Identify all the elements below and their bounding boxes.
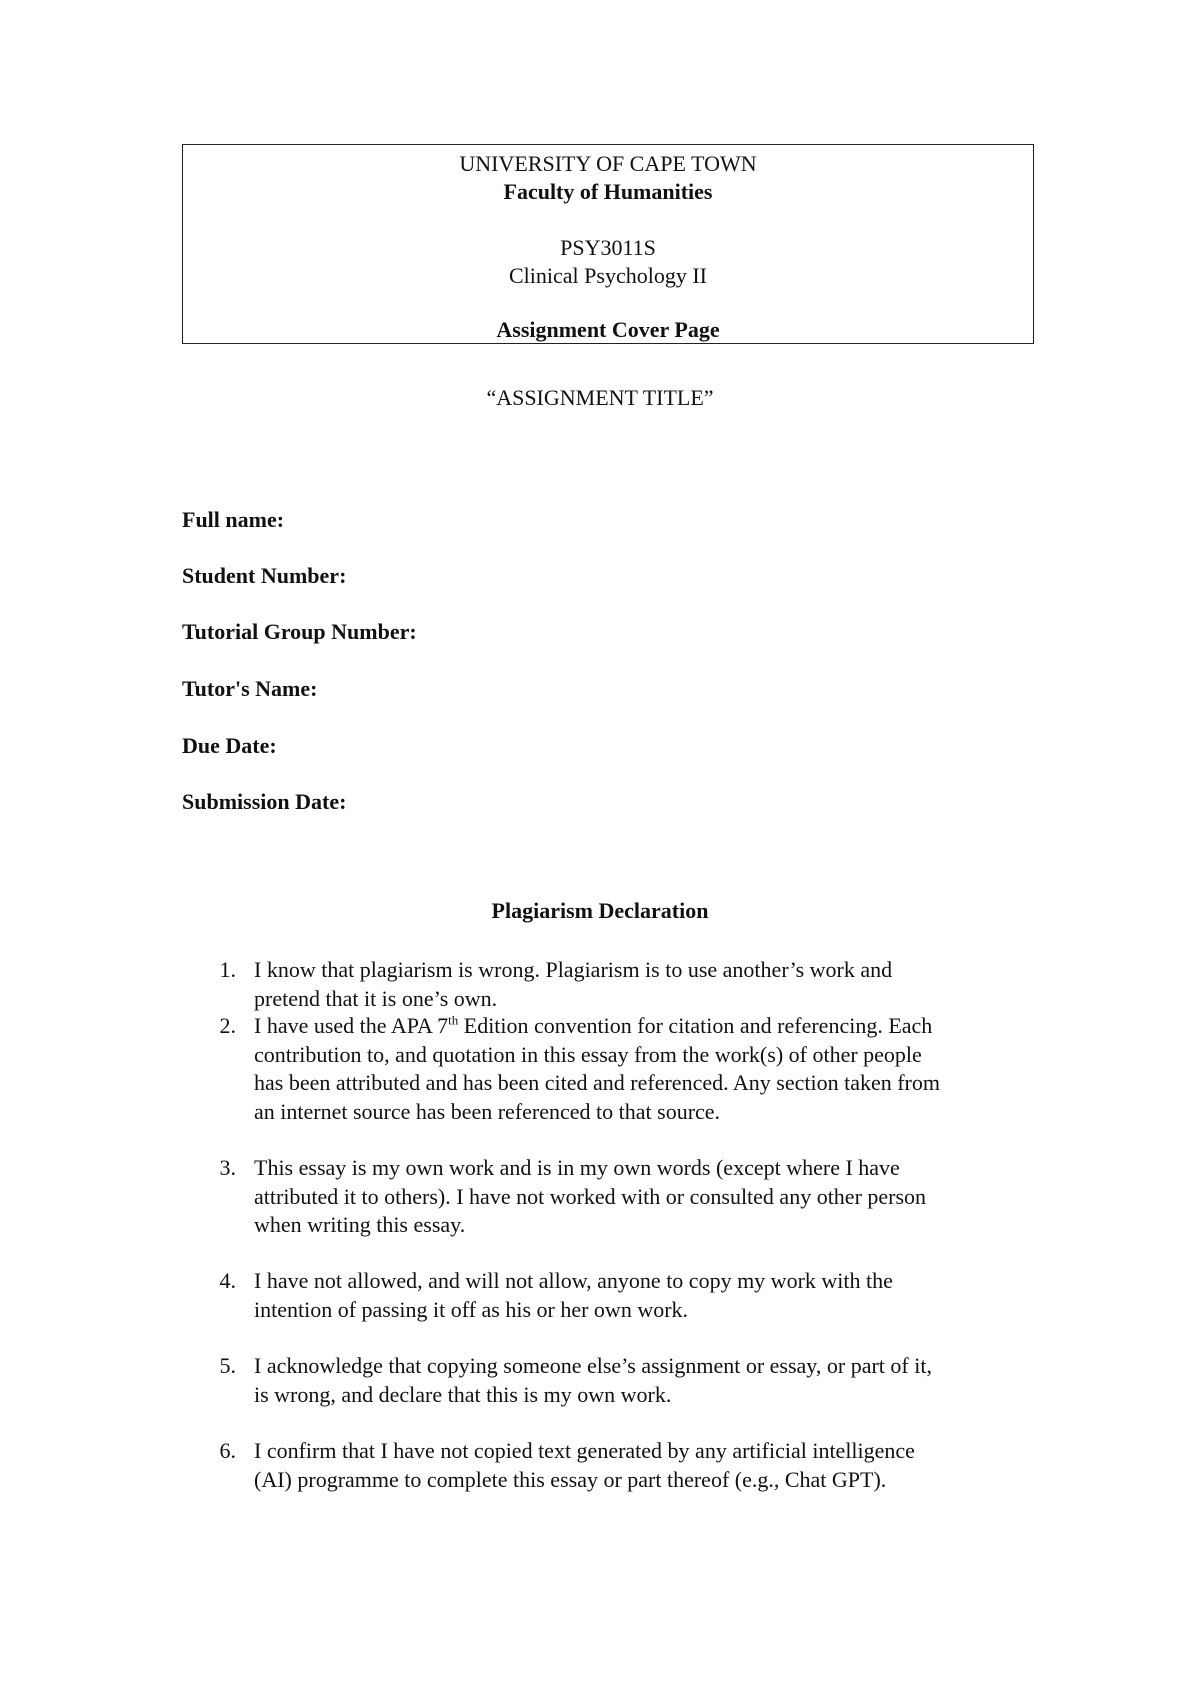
- item-text: [254, 1154, 1034, 1240]
- item-number: 2.: [219, 1013, 236, 1038]
- item-number: 6.: [219, 1438, 236, 1463]
- tutorial-group-label: Tutorial Group Number:: [182, 619, 417, 644]
- item-line: (AI) programme to complete this essay or part thereof (e.g., Chat GPT).: [254, 1466, 887, 1492]
- due-date-label: Due Date:: [182, 733, 277, 758]
- course-name: Clinical Psychology II: [509, 263, 707, 288]
- assignment-title: “ASSIGNMENT TITLE”: [486, 385, 714, 410]
- item-line: an internet source has been referenced to that source.: [254, 1098, 721, 1124]
- item-text: [254, 1352, 1034, 1409]
- item-number: 5.: [219, 1353, 236, 1378]
- item-line: intention of passing it off as his or her own work.: [254, 1296, 689, 1322]
- item-number: 3.: [219, 1155, 236, 1180]
- submission-date-label: Submission Date:: [182, 789, 347, 814]
- item-line: attributed it to others). I have not worked with or consulted any other person: [254, 1183, 927, 1209]
- item-line: I know that plagiarism is wrong. Plagiarism is to use another’s work and: [254, 957, 893, 982]
- header-box: [182, 144, 1034, 344]
- item-line: has been attributed and has been cited and referenced. Any section taken from: [254, 1070, 940, 1095]
- full-name-label: Full name:: [182, 507, 285, 532]
- university-name: UNIVERSITY OF CAPE TOWN: [459, 151, 757, 176]
- course-code: PSY3011S: [560, 235, 656, 260]
- faculty-name: Faculty of Humanities: [503, 179, 713, 204]
- student-number-label: Student Number:: [182, 563, 347, 588]
- document-type: Assignment Cover Page: [496, 317, 720, 342]
- item-text: [254, 1437, 1034, 1494]
- item-line: pretend that it is one’s own.: [254, 985, 498, 1011]
- item-line: I have not allowed, and will not allow, anyone to copy my work with the: [254, 1268, 893, 1293]
- item-number: 1.: [219, 957, 236, 982]
- item-line: contribution to, and quotation in this essay from the work(s) of other people: [254, 1041, 922, 1067]
- item-line: I acknowledge that copying someone else’s assignment or essay, or part of it,: [254, 1353, 932, 1378]
- item-line: is wrong, and declare that this is my own work.: [254, 1381, 672, 1407]
- item-text: [254, 1012, 1034, 1126]
- tutor-name-label: Tutor's Name:: [182, 676, 318, 701]
- item-line: I confirm that I have not copied text generated by any artificial intelligence: [254, 1438, 915, 1463]
- item-line: I have used the APA 7th Edition convention for citation and referencing. Each: [254, 1012, 933, 1038]
- item-line: when writing this essay.: [254, 1212, 466, 1237]
- item-text: [254, 1267, 1034, 1324]
- item-text: [254, 956, 1034, 1013]
- item-number: 4.: [219, 1268, 236, 1293]
- item-line: This essay is my own work and is in my own words (except where I have: [254, 1155, 900, 1180]
- declaration-heading: Plagiarism Declaration: [491, 898, 709, 923]
